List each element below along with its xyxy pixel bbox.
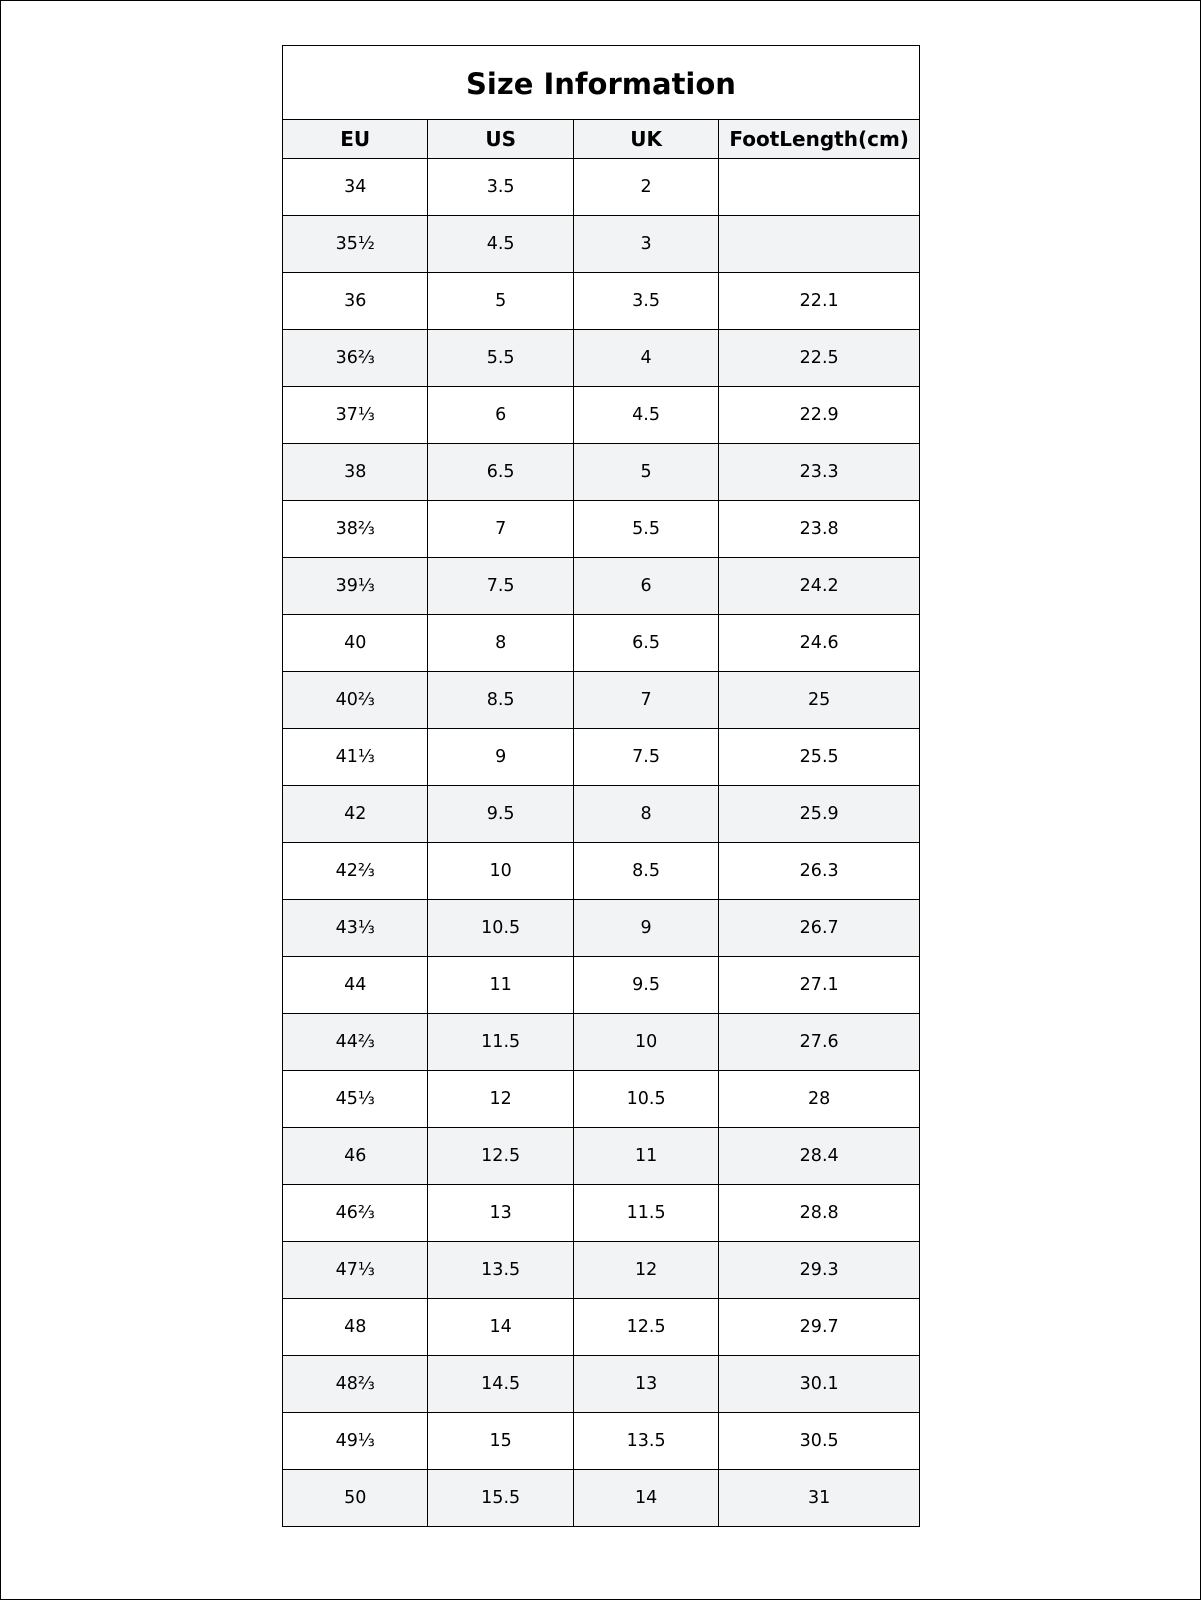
uk-size-cell: 13.5: [573, 1413, 718, 1470]
table-row: [283, 273, 920, 330]
table-row: [283, 900, 920, 957]
eu-size-cell: 50: [283, 1470, 428, 1527]
foot-length-cell: [719, 216, 920, 273]
us-size-cell: 9: [428, 729, 573, 786]
eu-size-cell: 49⅓: [283, 1413, 428, 1470]
us-size-cell: 15.5: [428, 1470, 573, 1527]
uk-size-cell: 8.5: [573, 843, 718, 900]
table-row: [283, 843, 920, 900]
eu-size-cell: 36⅔: [283, 330, 428, 387]
table-row: [283, 216, 920, 273]
table-row: [283, 501, 920, 558]
foot-length-cell: 25.5: [719, 729, 920, 786]
uk-size-cell: 5.5: [573, 501, 718, 558]
table-row: [283, 729, 920, 786]
eu-size-cell: 38⅔: [283, 501, 428, 558]
eu-size-cell: 47⅓: [283, 1242, 428, 1299]
table-row: [283, 159, 920, 216]
eu-size-cell: 41⅓: [283, 729, 428, 786]
table-row: [283, 387, 920, 444]
uk-size-cell: 2: [573, 159, 718, 216]
us-size-cell: 12.5: [428, 1128, 573, 1185]
eu-size-cell: 45⅓: [283, 1071, 428, 1128]
eu-size-cell: 42: [283, 786, 428, 843]
foot-length-cell: 25.9: [719, 786, 920, 843]
uk-size-cell: 7.5: [573, 729, 718, 786]
us-size-cell: 4.5: [428, 216, 573, 273]
us-size-cell: 14: [428, 1299, 573, 1356]
column-header-uk: UK: [573, 120, 718, 159]
column-header-foot-length: FootLength(cm): [719, 120, 920, 159]
foot-length-cell: 28.8: [719, 1185, 920, 1242]
foot-length-cell: 30.5: [719, 1413, 920, 1470]
eu-size-cell: 46⅔: [283, 1185, 428, 1242]
us-size-cell: 8.5: [428, 672, 573, 729]
foot-length-cell: [719, 159, 920, 216]
us-size-cell: 3.5: [428, 159, 573, 216]
uk-size-cell: 14: [573, 1470, 718, 1527]
title-row: [283, 46, 920, 120]
uk-size-cell: 3.5: [573, 273, 718, 330]
eu-size-cell: 40: [283, 615, 428, 672]
uk-size-cell: 8: [573, 786, 718, 843]
foot-length-cell: 29.3: [719, 1242, 920, 1299]
uk-size-cell: 7: [573, 672, 718, 729]
size-information-table: [282, 45, 920, 1527]
table-row: [283, 330, 920, 387]
table-row: [283, 1071, 920, 1128]
eu-size-cell: 44: [283, 957, 428, 1014]
table-row: [283, 1470, 920, 1527]
foot-length-cell: 27.6: [719, 1014, 920, 1071]
us-size-cell: 7.5: [428, 558, 573, 615]
us-size-cell: 14.5: [428, 1356, 573, 1413]
eu-size-cell: 38: [283, 444, 428, 501]
us-size-cell: 10.5: [428, 900, 573, 957]
foot-length-cell: 24.6: [719, 615, 920, 672]
us-size-cell: 13.5: [428, 1242, 573, 1299]
foot-length-cell: 23.8: [719, 501, 920, 558]
header-row: [283, 120, 920, 159]
uk-size-cell: 11: [573, 1128, 718, 1185]
foot-length-cell: 26.3: [719, 843, 920, 900]
eu-size-cell: 36: [283, 273, 428, 330]
foot-length-cell: 27.1: [719, 957, 920, 1014]
foot-length-cell: 26.7: [719, 900, 920, 957]
us-size-cell: 5: [428, 273, 573, 330]
table-body: [283, 159, 920, 1527]
foot-length-cell: 22.1: [719, 273, 920, 330]
table-row: [283, 558, 920, 615]
foot-length-cell: 31: [719, 1470, 920, 1527]
table-row: [283, 1299, 920, 1356]
us-size-cell: 7: [428, 501, 573, 558]
eu-size-cell: 34: [283, 159, 428, 216]
uk-size-cell: 3: [573, 216, 718, 273]
us-size-cell: 15: [428, 1413, 573, 1470]
eu-size-cell: 46: [283, 1128, 428, 1185]
column-header-eu: EU: [283, 120, 428, 159]
table-row: [283, 957, 920, 1014]
table-row: [283, 1128, 920, 1185]
foot-length-cell: 29.7: [719, 1299, 920, 1356]
us-size-cell: 9.5: [428, 786, 573, 843]
foot-length-cell: 24.2: [719, 558, 920, 615]
table-row: [283, 444, 920, 501]
uk-size-cell: 9.5: [573, 957, 718, 1014]
table-row: [283, 1014, 920, 1071]
uk-size-cell: 13: [573, 1356, 718, 1413]
foot-length-cell: 22.5: [719, 330, 920, 387]
eu-size-cell: 42⅔: [283, 843, 428, 900]
table-row: [283, 1242, 920, 1299]
uk-size-cell: 9: [573, 900, 718, 957]
foot-length-cell: 28: [719, 1071, 920, 1128]
eu-size-cell: 35½: [283, 216, 428, 273]
foot-length-cell: 22.9: [719, 387, 920, 444]
foot-length-cell: 23.3: [719, 444, 920, 501]
us-size-cell: 11.5: [428, 1014, 573, 1071]
uk-size-cell: 12.5: [573, 1299, 718, 1356]
us-size-cell: 8: [428, 615, 573, 672]
table-row: [283, 1356, 920, 1413]
us-size-cell: 13: [428, 1185, 573, 1242]
eu-size-cell: 39⅓: [283, 558, 428, 615]
table-row: [283, 672, 920, 729]
eu-size-cell: 48: [283, 1299, 428, 1356]
table-row: [283, 1185, 920, 1242]
uk-size-cell: 4: [573, 330, 718, 387]
table-title: Size Information: [283, 46, 920, 120]
uk-size-cell: 10: [573, 1014, 718, 1071]
eu-size-cell: 44⅔: [283, 1014, 428, 1071]
table-row: [283, 1413, 920, 1470]
us-size-cell: 6.5: [428, 444, 573, 501]
uk-size-cell: 12: [573, 1242, 718, 1299]
us-size-cell: 11: [428, 957, 573, 1014]
uk-size-cell: 6.5: [573, 615, 718, 672]
column-header-us: US: [428, 120, 573, 159]
us-size-cell: 12: [428, 1071, 573, 1128]
us-size-cell: 10: [428, 843, 573, 900]
uk-size-cell: 5: [573, 444, 718, 501]
us-size-cell: 6: [428, 387, 573, 444]
eu-size-cell: 37⅓: [283, 387, 428, 444]
table-row: [283, 615, 920, 672]
uk-size-cell: 6: [573, 558, 718, 615]
uk-size-cell: 10.5: [573, 1071, 718, 1128]
foot-length-cell: 28.4: [719, 1128, 920, 1185]
us-size-cell: 5.5: [428, 330, 573, 387]
eu-size-cell: 48⅔: [283, 1356, 428, 1413]
foot-length-cell: 30.1: [719, 1356, 920, 1413]
foot-length-cell: 25: [719, 672, 920, 729]
eu-size-cell: 43⅓: [283, 900, 428, 957]
eu-size-cell: 40⅔: [283, 672, 428, 729]
uk-size-cell: 4.5: [573, 387, 718, 444]
uk-size-cell: 11.5: [573, 1185, 718, 1242]
table-row: [283, 786, 920, 843]
